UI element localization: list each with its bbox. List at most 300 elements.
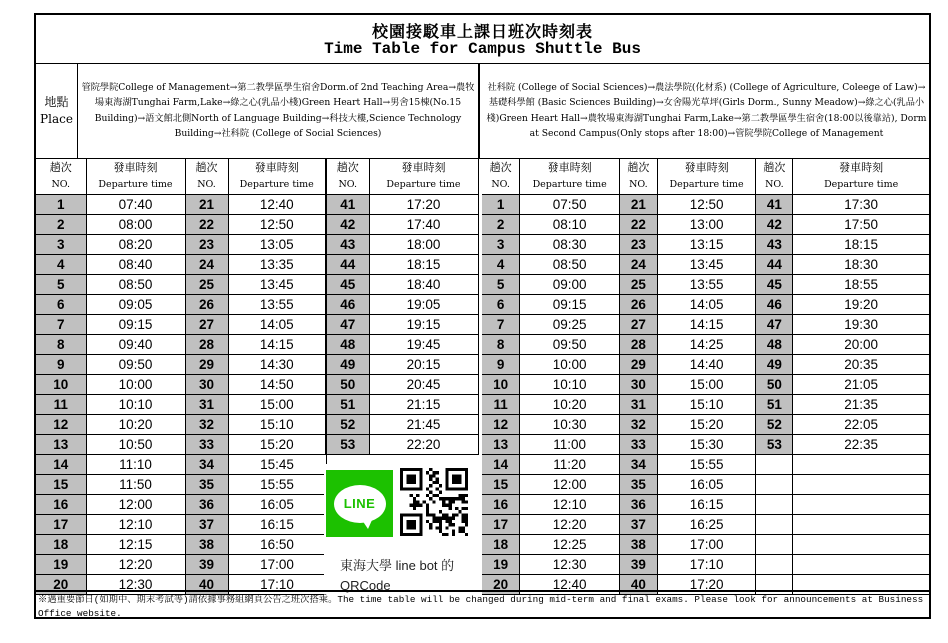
qr-caption: 東海大學 line bot 的 — [340, 558, 455, 573]
departure-time: 17:20 — [369, 194, 478, 214]
trip-number: 47 — [326, 314, 369, 334]
trip-number: 27 — [185, 314, 228, 334]
trip-number: 13 — [36, 434, 86, 454]
empty-cell — [756, 494, 793, 514]
departure-time: 10:10 — [86, 394, 185, 414]
departure-time: 08:40 — [86, 254, 185, 274]
empty-cell — [756, 514, 793, 534]
departure-time: 16:15 — [657, 494, 756, 514]
trip-number: 20 — [36, 574, 86, 594]
header-time-zh: 發車時刻 — [657, 159, 756, 176]
trip-number: 14 — [482, 454, 520, 474]
trip-number: 45 — [756, 274, 793, 294]
departure-time: 22:35 — [793, 434, 929, 454]
trip-number: 40 — [619, 574, 657, 594]
departure-time: 12:30 — [520, 554, 620, 574]
departure-time: 12:40 — [520, 574, 620, 594]
departure-time: 21:35 — [793, 394, 929, 414]
table-row — [36, 434, 478, 454]
header-time-en: Departure time — [520, 175, 620, 194]
trip-number: 14 — [36, 454, 86, 474]
header-time-en: Departure time — [86, 175, 185, 194]
departure-time: 09:15 — [86, 314, 185, 334]
table-row — [36, 354, 478, 374]
departure-time: 10:20 — [520, 394, 620, 414]
trip-number: 24 — [619, 254, 657, 274]
trip-number: 41 — [326, 194, 369, 214]
departure-time: 16:25 — [657, 514, 756, 534]
table-row — [36, 314, 478, 334]
empty-cell — [756, 454, 793, 474]
empty-cell — [756, 554, 793, 574]
departure-time: 14:40 — [657, 354, 756, 374]
trip-number: 3 — [36, 234, 86, 254]
departure-time: 10:30 — [520, 414, 620, 434]
trip-number: 2 — [36, 214, 86, 234]
departure-time: 17:10 — [657, 554, 756, 574]
trip-number: 7 — [482, 314, 520, 334]
schedule-table-right — [482, 158, 929, 595]
trip-number: 22 — [619, 214, 657, 234]
departure-time: 10:00 — [86, 374, 185, 394]
trip-number: 8 — [482, 334, 520, 354]
departure-time: 20:00 — [793, 334, 929, 354]
departure-time: 08:30 — [520, 234, 620, 254]
route-row — [36, 63, 929, 159]
trip-number: 31 — [185, 394, 228, 414]
departure-time: 14:15 — [657, 314, 756, 334]
trip-number: 30 — [185, 374, 228, 394]
trip-number: 11 — [482, 394, 520, 414]
line-logo-icon — [326, 470, 393, 537]
trip-number: 12 — [36, 414, 86, 434]
table-row — [482, 234, 929, 254]
trip-number: 38 — [619, 534, 657, 554]
departure-time: 12:20 — [520, 514, 620, 534]
trip-number: 44 — [756, 254, 793, 274]
departure-time: 14:15 — [228, 334, 326, 354]
departure-time: 16:15 — [228, 514, 326, 534]
departure-time: 17:30 — [793, 194, 929, 214]
trip-number: 28 — [185, 334, 228, 354]
departure-time: 15:20 — [657, 414, 756, 434]
trip-number: 39 — [619, 554, 657, 574]
trip-number: 7 — [36, 314, 86, 334]
header-time-en: Departure time — [657, 175, 756, 194]
departure-time: 15:20 — [228, 434, 326, 454]
departure-time: 17:50 — [793, 214, 929, 234]
table-row — [482, 474, 929, 494]
departure-time: 12:00 — [86, 494, 185, 514]
departure-time: 10:10 — [520, 374, 620, 394]
header-no-zh: 趟次 — [619, 159, 657, 176]
title-chinese: 校園接駁車上課日班次時刻表 — [371, 22, 593, 41]
departure-time: 16:05 — [228, 494, 326, 514]
table-row — [482, 194, 929, 214]
departure-time: 14:50 — [228, 374, 326, 394]
trip-number: 52 — [326, 414, 369, 434]
departure-time: 11:10 — [86, 454, 185, 474]
trip-number: 4 — [482, 254, 520, 274]
departure-time: 09:50 — [86, 354, 185, 374]
header-no-en: NO. — [326, 175, 369, 194]
trip-number: 38 — [185, 534, 228, 554]
departure-time: 12:20 — [86, 554, 185, 574]
qr-caption-code: QRCode — [340, 578, 391, 593]
trip-number: 23 — [185, 234, 228, 254]
departure-time: 20:15 — [369, 354, 478, 374]
table-row — [36, 214, 478, 234]
trip-number: 40 — [185, 574, 228, 594]
header-no-en: NO. — [482, 175, 520, 194]
departure-time: 12:30 — [86, 574, 185, 594]
trip-number: 15 — [482, 474, 520, 494]
trip-number: 32 — [619, 414, 657, 434]
trip-number: 19 — [482, 554, 520, 574]
trip-number: 17 — [36, 514, 86, 534]
departure-time: 08:50 — [520, 254, 620, 274]
table-row — [36, 394, 478, 414]
trip-number: 1 — [36, 194, 86, 214]
departure-time: 15:00 — [657, 374, 756, 394]
departure-time: 15:55 — [657, 454, 756, 474]
departure-time: 22:05 — [793, 414, 929, 434]
line-bubble-shape — [334, 485, 386, 523]
trip-number: 30 — [619, 374, 657, 394]
route-description-right — [482, 63, 931, 158]
trip-number: 24 — [185, 254, 228, 274]
departure-time: 15:10 — [657, 394, 756, 414]
departure-time: 18:15 — [793, 234, 929, 254]
departure-time: 19:15 — [369, 314, 478, 334]
trip-number: 3 — [482, 234, 520, 254]
header-no-zh: 趟次 — [482, 159, 520, 176]
header-no-en: NO. — [36, 175, 86, 194]
empty-cell — [756, 474, 793, 494]
departure-time: 14:05 — [657, 294, 756, 314]
trip-number: 21 — [619, 194, 657, 214]
departure-time: 09:50 — [520, 334, 620, 354]
departure-time: 09:40 — [86, 334, 185, 354]
empty-cell — [793, 554, 929, 574]
departure-time: 15:00 — [228, 394, 326, 414]
trip-number: 12 — [482, 414, 520, 434]
header-time-zh: 發車時刻 — [793, 159, 929, 176]
timetable-title — [36, 15, 929, 64]
table-row — [482, 494, 929, 514]
departure-time: 15:30 — [657, 434, 756, 454]
route-right-text: 社科院 (College of Social Sciences)→農法學院(化材系) (College of Agriculture, Coleege of Law)→基礎科學館 (Basic Sciences Building)→女舍陽光草坪(Girls Dorm., Sunny Meadow)→綠之心(乳品小棧)Green Heart Hall→農牧場東海湖Tunghai Farm,Lake→第二教學區學生宿舍(18:00以後靠站), Dorm at Second Campus(Only stops after 18:00)→管院學院College of Management — [486, 81, 927, 139]
trip-number: 36 — [185, 494, 228, 514]
departure-time: 12:10 — [86, 514, 185, 534]
table-row — [36, 254, 478, 274]
table-row — [482, 414, 929, 434]
trip-number: 37 — [619, 514, 657, 534]
trip-number: 25 — [185, 274, 228, 294]
trip-number: 29 — [619, 354, 657, 374]
trip-number: 21 — [185, 194, 228, 214]
table-row — [482, 214, 929, 234]
trip-number: 13 — [482, 434, 520, 454]
trip-number: 49 — [756, 354, 793, 374]
table-row — [482, 334, 929, 354]
header-time-zh: 發車時刻 — [228, 159, 326, 176]
trip-number: 28 — [619, 334, 657, 354]
place-label — [36, 63, 78, 158]
trip-number: 25 — [619, 274, 657, 294]
header-no-zh: 趟次 — [326, 159, 369, 176]
header-time-zh: 發車時刻 — [86, 159, 185, 176]
trip-number: 29 — [185, 354, 228, 374]
departure-time: 08:20 — [86, 234, 185, 254]
trip-number: 52 — [756, 414, 793, 434]
place-label-zh: 地點 — [44, 94, 69, 109]
departure-time: 18:55 — [793, 274, 929, 294]
departure-time: 09:05 — [86, 294, 185, 314]
trip-number: 51 — [326, 394, 369, 414]
trip-number: 36 — [619, 494, 657, 514]
trip-number: 39 — [185, 554, 228, 574]
table-row — [482, 454, 929, 474]
table-row — [36, 234, 478, 254]
departure-time: 17:20 — [657, 574, 756, 594]
footnote: ※遇重要節日(如期中、期末考試等)請依據事務組網頁公告之班次搭乘。The time table will be changed during mid-term and final exams. Please look for announcements at Business Office website. — [36, 590, 929, 621]
table-row — [482, 274, 929, 294]
departure-time: 16:50 — [228, 534, 326, 554]
departure-time: 22:20 — [369, 434, 478, 454]
trip-number: 47 — [756, 314, 793, 334]
trip-number: 4 — [36, 254, 86, 274]
departure-time: 12:50 — [228, 214, 326, 234]
departure-time: 17:40 — [369, 214, 478, 234]
table-row — [36, 194, 478, 214]
table-row — [482, 374, 929, 394]
trip-number: 50 — [326, 374, 369, 394]
departure-time: 08:00 — [86, 214, 185, 234]
departure-time: 19:45 — [369, 334, 478, 354]
departure-time: 13:15 — [657, 234, 756, 254]
trip-number: 35 — [185, 474, 228, 494]
trip-number: 34 — [619, 454, 657, 474]
trip-number: 35 — [619, 474, 657, 494]
header-time-en: Departure time — [793, 175, 929, 194]
trip-number: 48 — [326, 334, 369, 354]
departure-time: 10:00 — [520, 354, 620, 374]
table-row — [36, 294, 478, 314]
departure-time: 18:00 — [369, 234, 478, 254]
departure-time: 13:45 — [228, 274, 326, 294]
timetable-sheet — [34, 13, 931, 619]
departure-time: 12:50 — [657, 194, 756, 214]
header-time-en: Departure time — [228, 175, 326, 194]
empty-cell — [793, 514, 929, 534]
departure-time: 17:00 — [228, 554, 326, 574]
departure-time: 14:05 — [228, 314, 326, 334]
departure-time: 07:40 — [86, 194, 185, 214]
trip-number: 53 — [756, 434, 793, 454]
line-bot-panel — [324, 464, 480, 608]
qr-code-icon[interactable] — [400, 468, 468, 536]
departure-time: 13:05 — [228, 234, 326, 254]
table-row — [482, 314, 929, 334]
trip-number: 2 — [482, 214, 520, 234]
trip-number: 46 — [326, 294, 369, 314]
trip-number: 16 — [36, 494, 86, 514]
empty-cell — [793, 454, 929, 474]
trip-number: 16 — [482, 494, 520, 514]
header-no-zh: 趟次 — [185, 159, 228, 176]
header-no-en: NO. — [756, 175, 793, 194]
header-no-zh: 趟次 — [756, 159, 793, 176]
empty-cell — [756, 534, 793, 554]
route-left-text: 管院學院College of Management→第二教學區學生宿舍Dorm.of 2nd Teaching Area→農牧場東海湖Tunghai Farm,Lake→綠之心(乳品小棧)Green Heart Hall→男舍15棟(No.15 Building)→語文館北側North of Language Building→科技大樓,Science Technology Building→社科院 (College of Social Sciences) — [81, 81, 475, 139]
header-time-zh: 發車時刻 — [369, 159, 478, 176]
departure-time: 17:00 — [657, 534, 756, 554]
trip-number: 9 — [482, 354, 520, 374]
departure-time: 13:55 — [657, 274, 756, 294]
trip-number: 48 — [756, 334, 793, 354]
table-row — [36, 414, 478, 434]
departure-time: 13:00 — [657, 214, 756, 234]
trip-number: 42 — [756, 214, 793, 234]
trip-number: 20 — [482, 574, 520, 594]
departure-time: 12:25 — [520, 534, 620, 554]
table-row — [482, 394, 929, 414]
departure-time: 10:20 — [86, 414, 185, 434]
trip-number: 51 — [756, 394, 793, 414]
trip-number: 43 — [756, 234, 793, 254]
empty-cell — [793, 534, 929, 554]
table-row — [482, 534, 929, 554]
trip-number: 10 — [36, 374, 86, 394]
trip-number: 5 — [482, 274, 520, 294]
departure-time: 15:10 — [228, 414, 326, 434]
header-time-zh: 發車時刻 — [520, 159, 620, 176]
departure-time: 11:20 — [520, 454, 620, 474]
departure-time: 09:25 — [520, 314, 620, 334]
departure-time: 07:50 — [520, 194, 620, 214]
trip-number: 44 — [326, 254, 369, 274]
trip-number: 18 — [36, 534, 86, 554]
departure-time: 10:50 — [86, 434, 185, 454]
trip-number: 33 — [185, 434, 228, 454]
departure-time: 12:10 — [520, 494, 620, 514]
trip-number: 26 — [185, 294, 228, 314]
departure-time: 19:05 — [369, 294, 478, 314]
route-description-left — [78, 63, 480, 158]
table-row — [482, 434, 929, 454]
departure-time: 13:45 — [657, 254, 756, 274]
trip-number: 23 — [619, 234, 657, 254]
table-row — [482, 294, 929, 314]
trip-number: 17 — [482, 514, 520, 534]
table-row — [36, 274, 478, 294]
trip-number: 26 — [619, 294, 657, 314]
empty-cell — [793, 494, 929, 514]
departure-time: 08:10 — [520, 214, 620, 234]
departure-time: 11:50 — [86, 474, 185, 494]
departure-time: 20:35 — [793, 354, 929, 374]
trip-number: 45 — [326, 274, 369, 294]
departure-time: 21:45 — [369, 414, 478, 434]
departure-time: 20:45 — [369, 374, 478, 394]
trip-number: 42 — [326, 214, 369, 234]
departure-time: 14:30 — [228, 354, 326, 374]
departure-time: 13:35 — [228, 254, 326, 274]
trip-number: 6 — [36, 294, 86, 314]
departure-time: 21:15 — [369, 394, 478, 414]
departure-time: 15:45 — [228, 454, 326, 474]
trip-number: 8 — [36, 334, 86, 354]
empty-cell — [793, 474, 929, 494]
departure-time: 18:30 — [793, 254, 929, 274]
line-logo-text: LINE — [343, 496, 376, 511]
trip-number: 50 — [756, 374, 793, 394]
table-row — [482, 254, 929, 274]
departure-time: 12:15 — [86, 534, 185, 554]
title-english: Time Table for Campus Shuttle Bus — [324, 40, 641, 58]
trip-number: 33 — [619, 434, 657, 454]
header-no-zh: 趟次 — [36, 159, 86, 176]
departure-time: 09:15 — [520, 294, 620, 314]
departure-time: 11:00 — [520, 434, 620, 454]
trip-number: 27 — [619, 314, 657, 334]
trip-number: 6 — [482, 294, 520, 314]
table-row — [36, 334, 478, 354]
table-row — [482, 354, 929, 374]
trip-number: 43 — [326, 234, 369, 254]
table-row — [482, 514, 929, 534]
departure-time: 08:50 — [86, 274, 185, 294]
departure-time: 15:55 — [228, 474, 326, 494]
departure-time: 19:20 — [793, 294, 929, 314]
trip-number: 19 — [36, 554, 86, 574]
trip-number: 46 — [756, 294, 793, 314]
table-row — [482, 554, 929, 574]
departure-time: 18:40 — [369, 274, 478, 294]
trip-number: 11 — [36, 394, 86, 414]
departure-time: 21:05 — [793, 374, 929, 394]
trip-number: 22 — [185, 214, 228, 234]
departure-time: 12:00 — [520, 474, 620, 494]
departure-time: 17:10 — [228, 574, 326, 594]
header-no-en: NO. — [185, 175, 228, 194]
departure-time: 13:55 — [228, 294, 326, 314]
departure-time: 18:15 — [369, 254, 478, 274]
trip-number: 9 — [36, 354, 86, 374]
header-no-en: NO. — [619, 175, 657, 194]
trip-number: 31 — [619, 394, 657, 414]
trip-number: 53 — [326, 434, 369, 454]
departure-time: 16:05 — [657, 474, 756, 494]
trip-number: 37 — [185, 514, 228, 534]
trip-number: 10 — [482, 374, 520, 394]
trip-number: 34 — [185, 454, 228, 474]
header-time-en: Departure time — [369, 175, 478, 194]
departure-time: 12:40 — [228, 194, 326, 214]
trip-number: 1 — [482, 194, 520, 214]
trip-number: 5 — [36, 274, 86, 294]
trip-number: 32 — [185, 414, 228, 434]
trip-number: 18 — [482, 534, 520, 554]
table-row — [36, 374, 478, 394]
trip-number: 49 — [326, 354, 369, 374]
trip-number: 41 — [756, 194, 793, 214]
departure-time: 09:00 — [520, 274, 620, 294]
departure-time: 19:30 — [793, 314, 929, 334]
place-label-en: Place — [40, 111, 73, 126]
departure-time: 14:25 — [657, 334, 756, 354]
